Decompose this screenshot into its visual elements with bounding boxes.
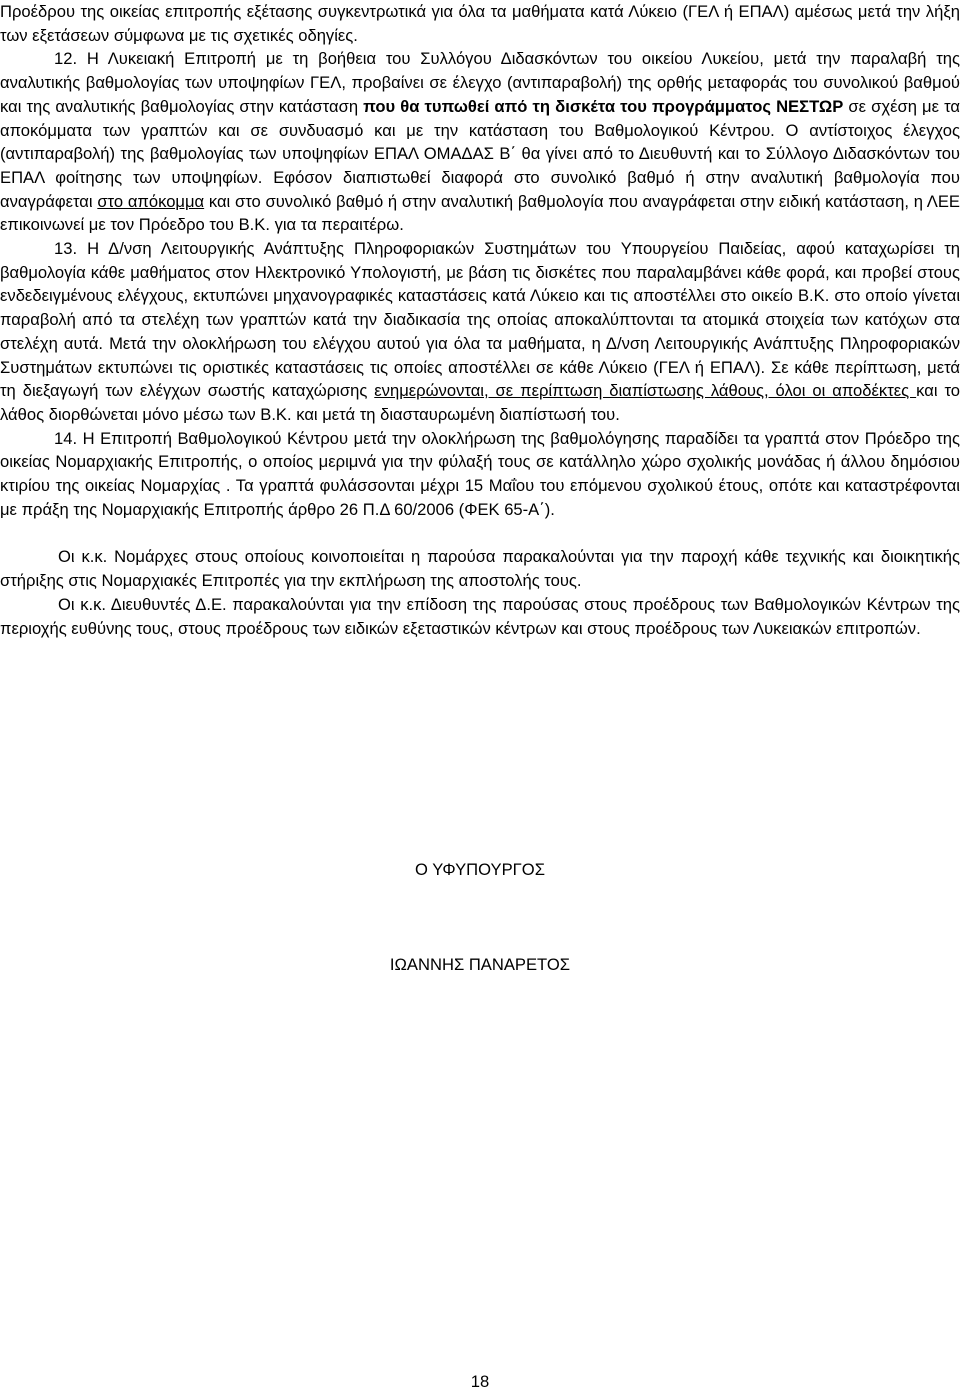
paragraph-13 — [0, 237, 960, 427]
paragraph-text: Προέδρου της οικείας επιτροπής εξέτασης συγκεντρωτικά για όλα τα μαθήματα κατά Λύκειο (ΓΕΛ ή ΕΠΑΛ) αμέσως μετά την λήξη των εξετάσεων σύμφωνα με τις σχετικές οδηγίες. — [0, 2, 960, 45]
bold-text: που θα τυπωθεί από τη δισκέτα του προγράμματος ΝΕΣΤΩΡ — [363, 96, 844, 116]
paragraph-12 — [0, 47, 960, 237]
signature-name: ΙΩΑΝΝΗΣ ΠΑΝΑΡΕΤΟΣ — [389, 955, 571, 974]
paragraph-text: σε σχέση με τα αποκόμματα των γραπτών και σε συνδυασμό και με την κατάσταση του Βαθμολογικού Κέντρου. Ο αντίστοιχος έλεγχος (αντιπαραβολή) της βαθμολογίας των υποψηφίων ΕΠΑΛ ΟΜΑΔΑΣ Β΄ θα γίνει από το Διευθυντή και το Σύλλογο Διδασκόντων του ΕΠΑΛ φοίτησης των υποψηφίων. Εφόσον διαπιστωθεί διαφορά στο συνολικό βαθμό ή στην αναλυτική βαθμολογία που αναγράφεται — [0, 96, 960, 211]
paragraph-text: 14. Η Επιτροπή Βαθμολογικού Κέντρου μετά την ολοκλήρωση της βαθμολόγησης παραδίδει τα γραπτά στον Πρόεδρο της οικείας Νομαρχιακής Επιτροπής, ο οποίος μεριμνά για την φύλαξή τους σε κατάλληλο χώρο σχολικής μονάδας ή άλλου δημόσιου κτιρίου της οικείας Νομαρχίας . Τα γραπτά φυλάσσονται μέχρι 15 Μαΐου του επόμενου σχολικού έτους, οπότε και καταστρέφονται με πράξη της Νομαρχιακής Επιτροπής άρθρο 26 Π.Δ 60/2006 (ΦΕΚ 65-Α΄). — [0, 428, 960, 519]
paragraph-continuation — [0, 0, 960, 47]
paragraph-text: 12. Η Λυκειακή Επιτροπή με τη βοήθεια του Συλλόγου Διδασκόντων του οικείου Λυκείου, μετά την παραλαβή της αναλυτικής βαθμολογίας των υποψηφίων ΓΕΛ, προβαίνει σε έλεγχο (αντιπαραβολή) της ορθής μεταφοράς του συνολικού βαθμού και της αναλυτικής βαθμολογίας στην κατάσταση — [0, 49, 960, 116]
paragraph-text: και στο συνολικό βαθμό ή στην αναλυτική βαθμολογία που αναγράφεται στην ειδική κατάσταση, η ΛΕΕ επικοινωνεί με τον Πρόεδρο του Β.Κ. για τα περαιτέρω. — [0, 191, 960, 235]
paragraph-text: Οι κ.κ. Νομάρχες στους οποίους κοινοποιείται η παρούσα παρακαλούνται για την παροχή κάθε τεχνικής και διοικητικής στήριξης στις Νομαρχιακές Επιτροπές για την εκπλήρωση της αποστολής τους. — [0, 547, 960, 591]
signature-title: Ο ΥΦΥΠΟΥΡΓΟΣ — [415, 860, 545, 879]
paragraph-text: και το λάθος διορθώνεται μόνο μέσω των Β.Κ. και μετά τη διασταυρωμένη διαπίστωσή του. — [0, 381, 960, 424]
underlined-text: ενημερώνονται, σε περίπτωση διαπίστωσης λάθους, όλοι οι αποδέκτες — [374, 381, 917, 401]
paragraph-text: Οι κ.κ. Διευθυντές Δ.Ε. παρακαλούνται για την επίδοση της παρούσας στους προέδρους των Βαθμολογικών Κέντρων της περιοχής ευθύνης τους, στους προέδρους των ειδικών εξεταστικών κέντρων και στους προέδρους των Λυκειακών επιτροπών. — [0, 594, 960, 638]
paragraph-text: 13. Η Δ/νση Λειτουργικής Ανάπτυξης Πληροφοριακών Συστημάτων του Υπουργείου Παιδείας, αφού καταχωρίσει τη βαθμολογία κάθε μαθήματος στον Ηλεκτρονικό Υπολογιστή, με βάση τις δισκέτες που παραλαμβάνει κάθε φορά, και προβεί στους ενδεδειγμένους ελέγχους, εκτυπώνει μηχανογραφικές καταστάσεις κατά Λύκειο και τις αποστέλλει στο οικείο Β.Κ. στο οποίο γίνεται παραβολή από τα στελέχη των γραπτών κατά την διαδικασία της οποίας αποκαλύπτονται τα ατομικά στοιχεία των κατόχων στα στελέχη αυτά. Μετά την ολοκλήρωση του ελέγχου αυτού για όλα τα μαθήματα, η Δ/νση Λειτουργικής Ανάπτυξης Πληροφοριακών Συστημάτων εκτυπώνει τις οριστικές καταστάσεις τις οποίες αποστέλλει σε κάθε Λύκειο (ΓΕΛ ή ΕΠΑΛ). Σε κάθε περίπτωση, μετά τη διεξαγωγή των ελέγχων σωστής καταχώρισης — [0, 239, 960, 401]
paragraph-nomarches — [0, 545, 960, 592]
page-number: 18 — [470, 1372, 490, 1391]
paragraph-14 — [0, 427, 960, 522]
paragraph-directors — [0, 593, 960, 640]
underlined-text: στο απόκομμα — [97, 191, 205, 211]
document-body — [0, 0, 960, 640]
